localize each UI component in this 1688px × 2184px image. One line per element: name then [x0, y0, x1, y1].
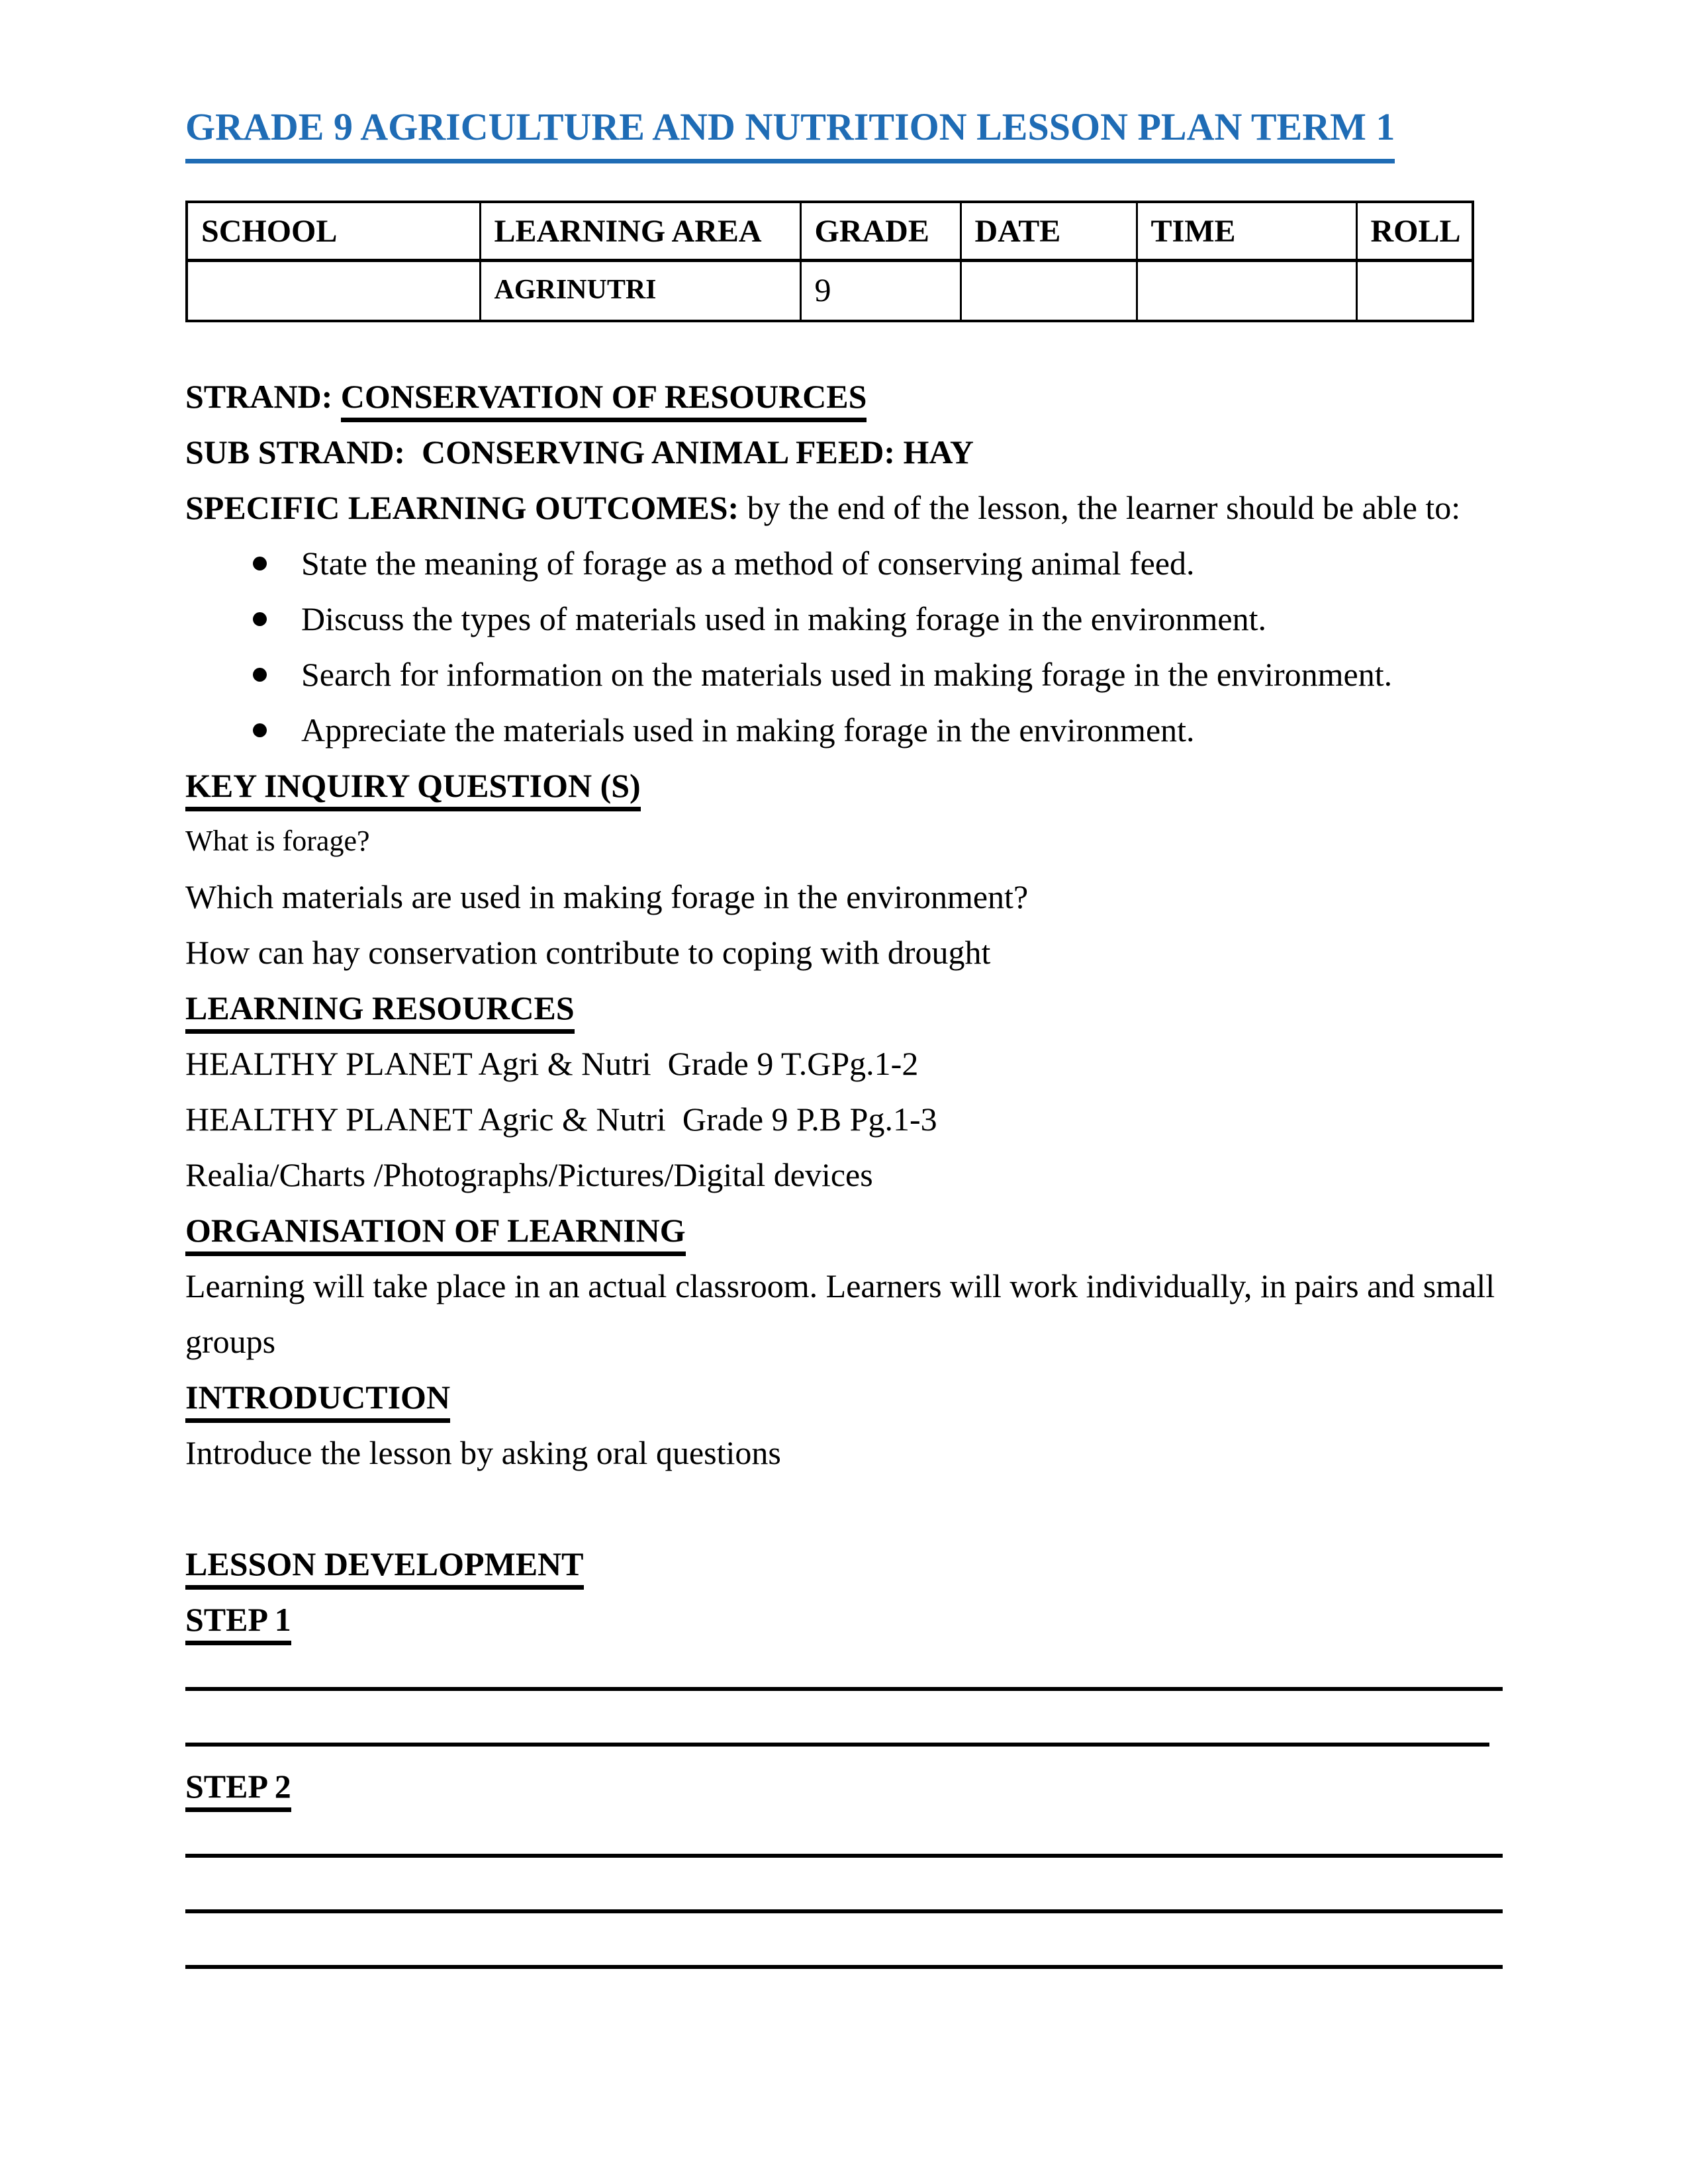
outcome-bullet-4-text: Appreciate the materials used in making forage in the environment. — [301, 711, 1195, 749]
inquiry-question-3: How can hay conservation contribute to coping with drought — [185, 934, 991, 971]
table-value-row — [187, 260, 1473, 321]
introduction-heading — [185, 1369, 1503, 1425]
organisation-text: Learning will take place in an actual classroom. Learners will work individually, in pairs and small groups — [185, 1267, 1503, 1360]
blank-line — [185, 1480, 1503, 1536]
header-time: TIME — [1137, 202, 1356, 260]
key-inquiry-heading — [185, 758, 1503, 813]
outcome-bullet-2-text: Discuss the types of materials used in making forage in the environment. — [301, 600, 1266, 637]
inquiry-question-2: Which materials are used in making forage in the environment? — [185, 878, 1029, 915]
step2-heading — [185, 1758, 1503, 1814]
header-learning-area: LEARNING AREA — [480, 202, 800, 260]
write-in-rule-line — [185, 1925, 1503, 1969]
header-school: SCHOOL — [187, 202, 480, 260]
outcomes-intro: by the end of the lesson, the learner should be able to: — [739, 489, 1461, 526]
cell-time — [1137, 260, 1356, 321]
cell-roll — [1356, 260, 1473, 321]
bullet-icon — [253, 668, 267, 682]
cell-learning-area: AGRINUTRI — [480, 260, 800, 321]
outcome-bullet-3-text: Search for information on the materials used in making forage in the environment. — [301, 656, 1393, 693]
strand-line — [185, 369, 1503, 424]
write-in-rule-line — [185, 1647, 1503, 1691]
resource-item-3: Realia/Charts /Photographs/Pictures/Digital devices — [185, 1156, 873, 1193]
inquiry-question-1: What is forage? — [185, 825, 370, 857]
write-in-rule-line — [185, 1814, 1503, 1858]
step1-heading — [185, 1592, 1503, 1647]
step2-heading-text: STEP 2 — [185, 1768, 291, 1812]
step1-heading-text: STEP 1 — [185, 1602, 291, 1645]
sub-strand-value: CONSERVING ANIMAL FEED: HAY — [422, 433, 974, 471]
strand-label: STRAND: — [185, 378, 341, 415]
lesson-info-table — [185, 201, 1474, 322]
introduction-heading-text: INTRODUCTION — [185, 1379, 450, 1423]
bullet-icon — [253, 723, 267, 737]
learning-resources-heading-text: LEARNING RESOURCES — [185, 990, 575, 1034]
cell-date — [961, 260, 1137, 321]
sub-strand-label: SUB STRAND: — [185, 433, 422, 471]
write-in-rule-line — [185, 1703, 1489, 1747]
cell-grade: 9 — [800, 260, 961, 321]
introduction-text: Introduce the lesson by asking oral questions — [185, 1434, 781, 1471]
page-title — [185, 98, 1503, 163]
lesson-development-heading — [185, 1536, 1503, 1592]
resource-item-2: HEALTHY PLANET Agric & Nutri Grade 9 P.B Pg.1-3 — [185, 1101, 937, 1138]
outcomes-line — [185, 480, 1503, 535]
cell-school — [187, 260, 480, 321]
outcome-bullet-1-text: State the meaning of forage as a method of conserving animal feed. — [301, 545, 1195, 582]
table-header-row — [187, 202, 1473, 260]
outcome-bullet-1 — [185, 535, 1503, 591]
outcome-bullet-3 — [185, 647, 1503, 702]
organisation-heading-text: ORGANISATION OF LEARNING — [185, 1212, 686, 1256]
strand-value: CONSERVATION OF RESOURCES — [341, 379, 867, 422]
outcomes-label: SPECIFIC LEARNING OUTCOMES: — [185, 489, 739, 526]
learning-resources-heading — [185, 980, 1503, 1036]
organisation-heading — [185, 1203, 1503, 1258]
outcome-bullet-2 — [185, 591, 1503, 647]
sub-strand-line — [185, 424, 1503, 480]
bullet-icon — [253, 557, 267, 570]
header-roll: ROLL — [1356, 202, 1473, 260]
page-title-text: GRADE 9 AGRICULTURE AND NUTRITION LESSON PLAN TERM 1 — [185, 98, 1395, 163]
header-date: DATE — [961, 202, 1137, 260]
header-grade: GRADE — [800, 202, 961, 260]
bullet-icon — [253, 612, 267, 626]
key-inquiry-heading-text: KEY INQUIRY QUESTION (S) — [185, 768, 641, 811]
write-in-rule-line — [185, 1870, 1503, 1913]
resource-item-1: HEALTHY PLANET Agri & Nutri Grade 9 T.GPg.1-2 — [185, 1045, 919, 1082]
lesson-development-heading-text: LESSON DEVELOPMENT — [185, 1546, 584, 1590]
outcome-bullet-4 — [185, 702, 1503, 758]
